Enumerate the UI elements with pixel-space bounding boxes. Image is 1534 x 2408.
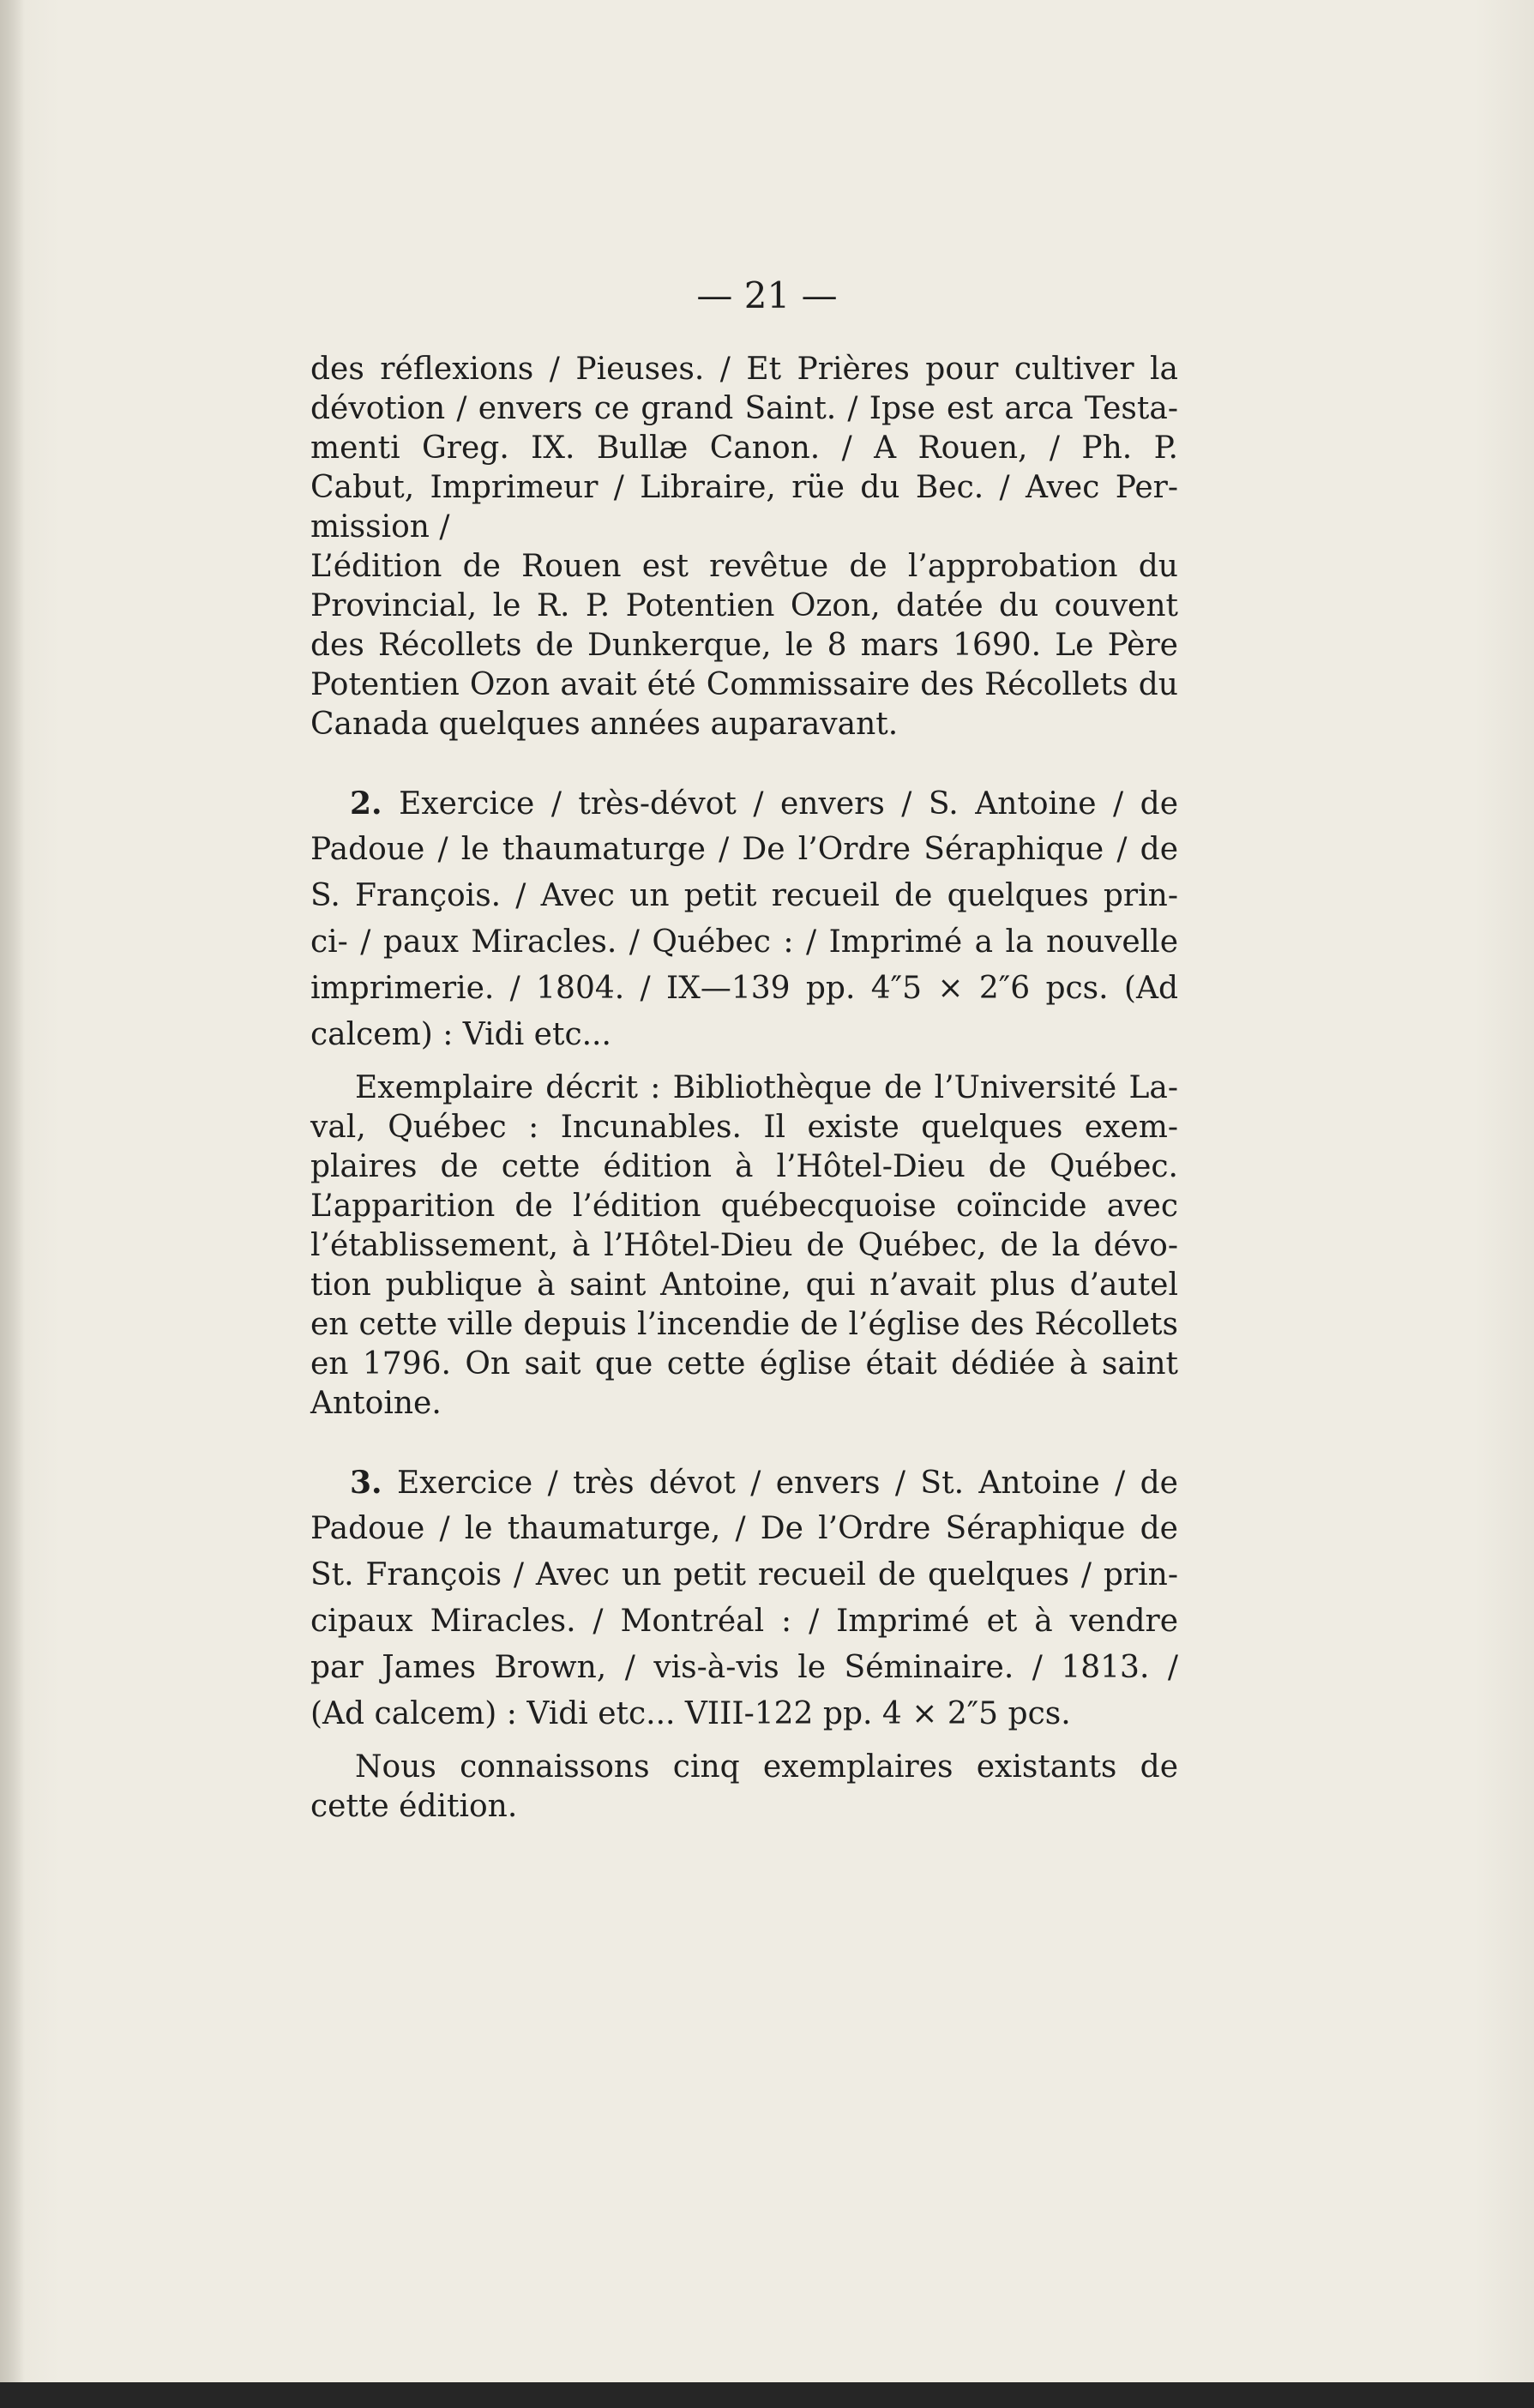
text-line: Padoue / le thaumaturge / De l’Ordre Séraphique / de xyxy=(310,832,1178,867)
entry-3-note xyxy=(310,1748,1178,1827)
text-line: tion publique à saint Antoine, qui n’avait plus d’autel xyxy=(310,1267,1178,1303)
text-line: Cabut, Imprimeur / Libraire, rüe du Bec. / Avec Per- xyxy=(310,470,1178,505)
entry-title-start: Exercice / très dévot / envers / St. Antoine / de xyxy=(396,1466,1178,1501)
entry-number: 3. xyxy=(350,1465,382,1501)
text-line: dévotion / envers ce grand Saint. / Ipse est arca Testa- xyxy=(310,391,1178,426)
entry-first-line xyxy=(310,1460,1178,1506)
text-line: val, Québec : Incunables. Il existe quelques exem- xyxy=(310,1110,1178,1145)
text-line: imprimerie. / 1804. / IX—139 pp. 4″5 × 2″6 pcs. (Ad xyxy=(310,971,1178,1006)
text-line: L’apparition de l’édition québecquoise coïncide avec xyxy=(310,1189,1178,1224)
text-line: cette édition. xyxy=(310,1789,518,1824)
entry-number: 2. xyxy=(350,786,382,822)
entry-2-note xyxy=(310,1069,1178,1424)
entry-2 xyxy=(310,780,1178,1058)
text-line: calcem) : Vidi etc... xyxy=(310,1017,611,1052)
text-line: des réflexions / Pieuses. / Et Prières pour cultiver la xyxy=(310,352,1178,387)
text-line: (Ad calcem) : Vidi etc... VIII-122 pp. 4 × 2″5 pcs. xyxy=(310,1696,1071,1731)
text-line: plaires de cette édition à l’Hôtel-Dieu de Québec. xyxy=(310,1149,1178,1184)
gutter-shadow xyxy=(0,0,24,2382)
text-line: menti Greg. IX. Bullæ Canon. / A Rouen, / Ph. P. xyxy=(310,430,1178,466)
text-line: L’édition de Rouen est revêtue de l’approbation du xyxy=(310,549,1178,584)
text-line: cipaux Miracles. / Montréal : / Imprimé et à vendre xyxy=(310,1604,1178,1639)
page-number: — 21 — xyxy=(696,274,838,316)
text-line: Antoine. xyxy=(310,1386,442,1421)
text-line: en cette ville depuis l’incendie de l’église des Récollets xyxy=(310,1307,1178,1342)
entry-3 xyxy=(310,1460,1178,1737)
entry-title-start: Exercice / très-dévot / envers / S. Antoine / de xyxy=(399,786,1178,822)
text-line: S. François. / Avec un petit recueil de quelques prin- xyxy=(310,878,1178,913)
text-line: mission / xyxy=(310,509,450,545)
text-line: en 1796. On sait que cette église était dédiée à saint xyxy=(310,1346,1178,1382)
text-line: Exemplaire décrit : Bibliothèque de l’Université La- xyxy=(355,1070,1178,1105)
text-line: ci- / paux Miracles. / Québec : / Imprimé a la nouvelle xyxy=(310,924,1178,960)
text-line: Canada quelques années auparavant. xyxy=(310,707,899,742)
text-line: des Récollets de Dunkerque, le 8 mars 1690. Le Père xyxy=(310,628,1178,663)
text-line: par James Brown, / vis-à-vis le Séminaire. / 1813. / xyxy=(310,1650,1178,1685)
text-line: Provincial, le R. P. Potentien Ozon, datée du couvent xyxy=(310,588,1178,623)
text-line: Padoue / le thaumaturge, / De l’Ordre Séraphique de xyxy=(310,1511,1178,1546)
text-line: l’établissement, à l’Hôtel-Dieu de Québec, de la dévo- xyxy=(310,1228,1178,1263)
scan-bottom-edge xyxy=(0,2382,1534,2408)
text-line: Potentien Ozon avait été Commissaire des Récollets du xyxy=(310,667,1178,702)
continuation-block xyxy=(310,350,1178,744)
text-line: Nous connaissons cinq exemplaires existants de xyxy=(355,1749,1178,1785)
text-line: St. François / Avec un petit recueil de quelques / prin- xyxy=(310,1557,1178,1592)
entry-first-line xyxy=(310,780,1178,827)
